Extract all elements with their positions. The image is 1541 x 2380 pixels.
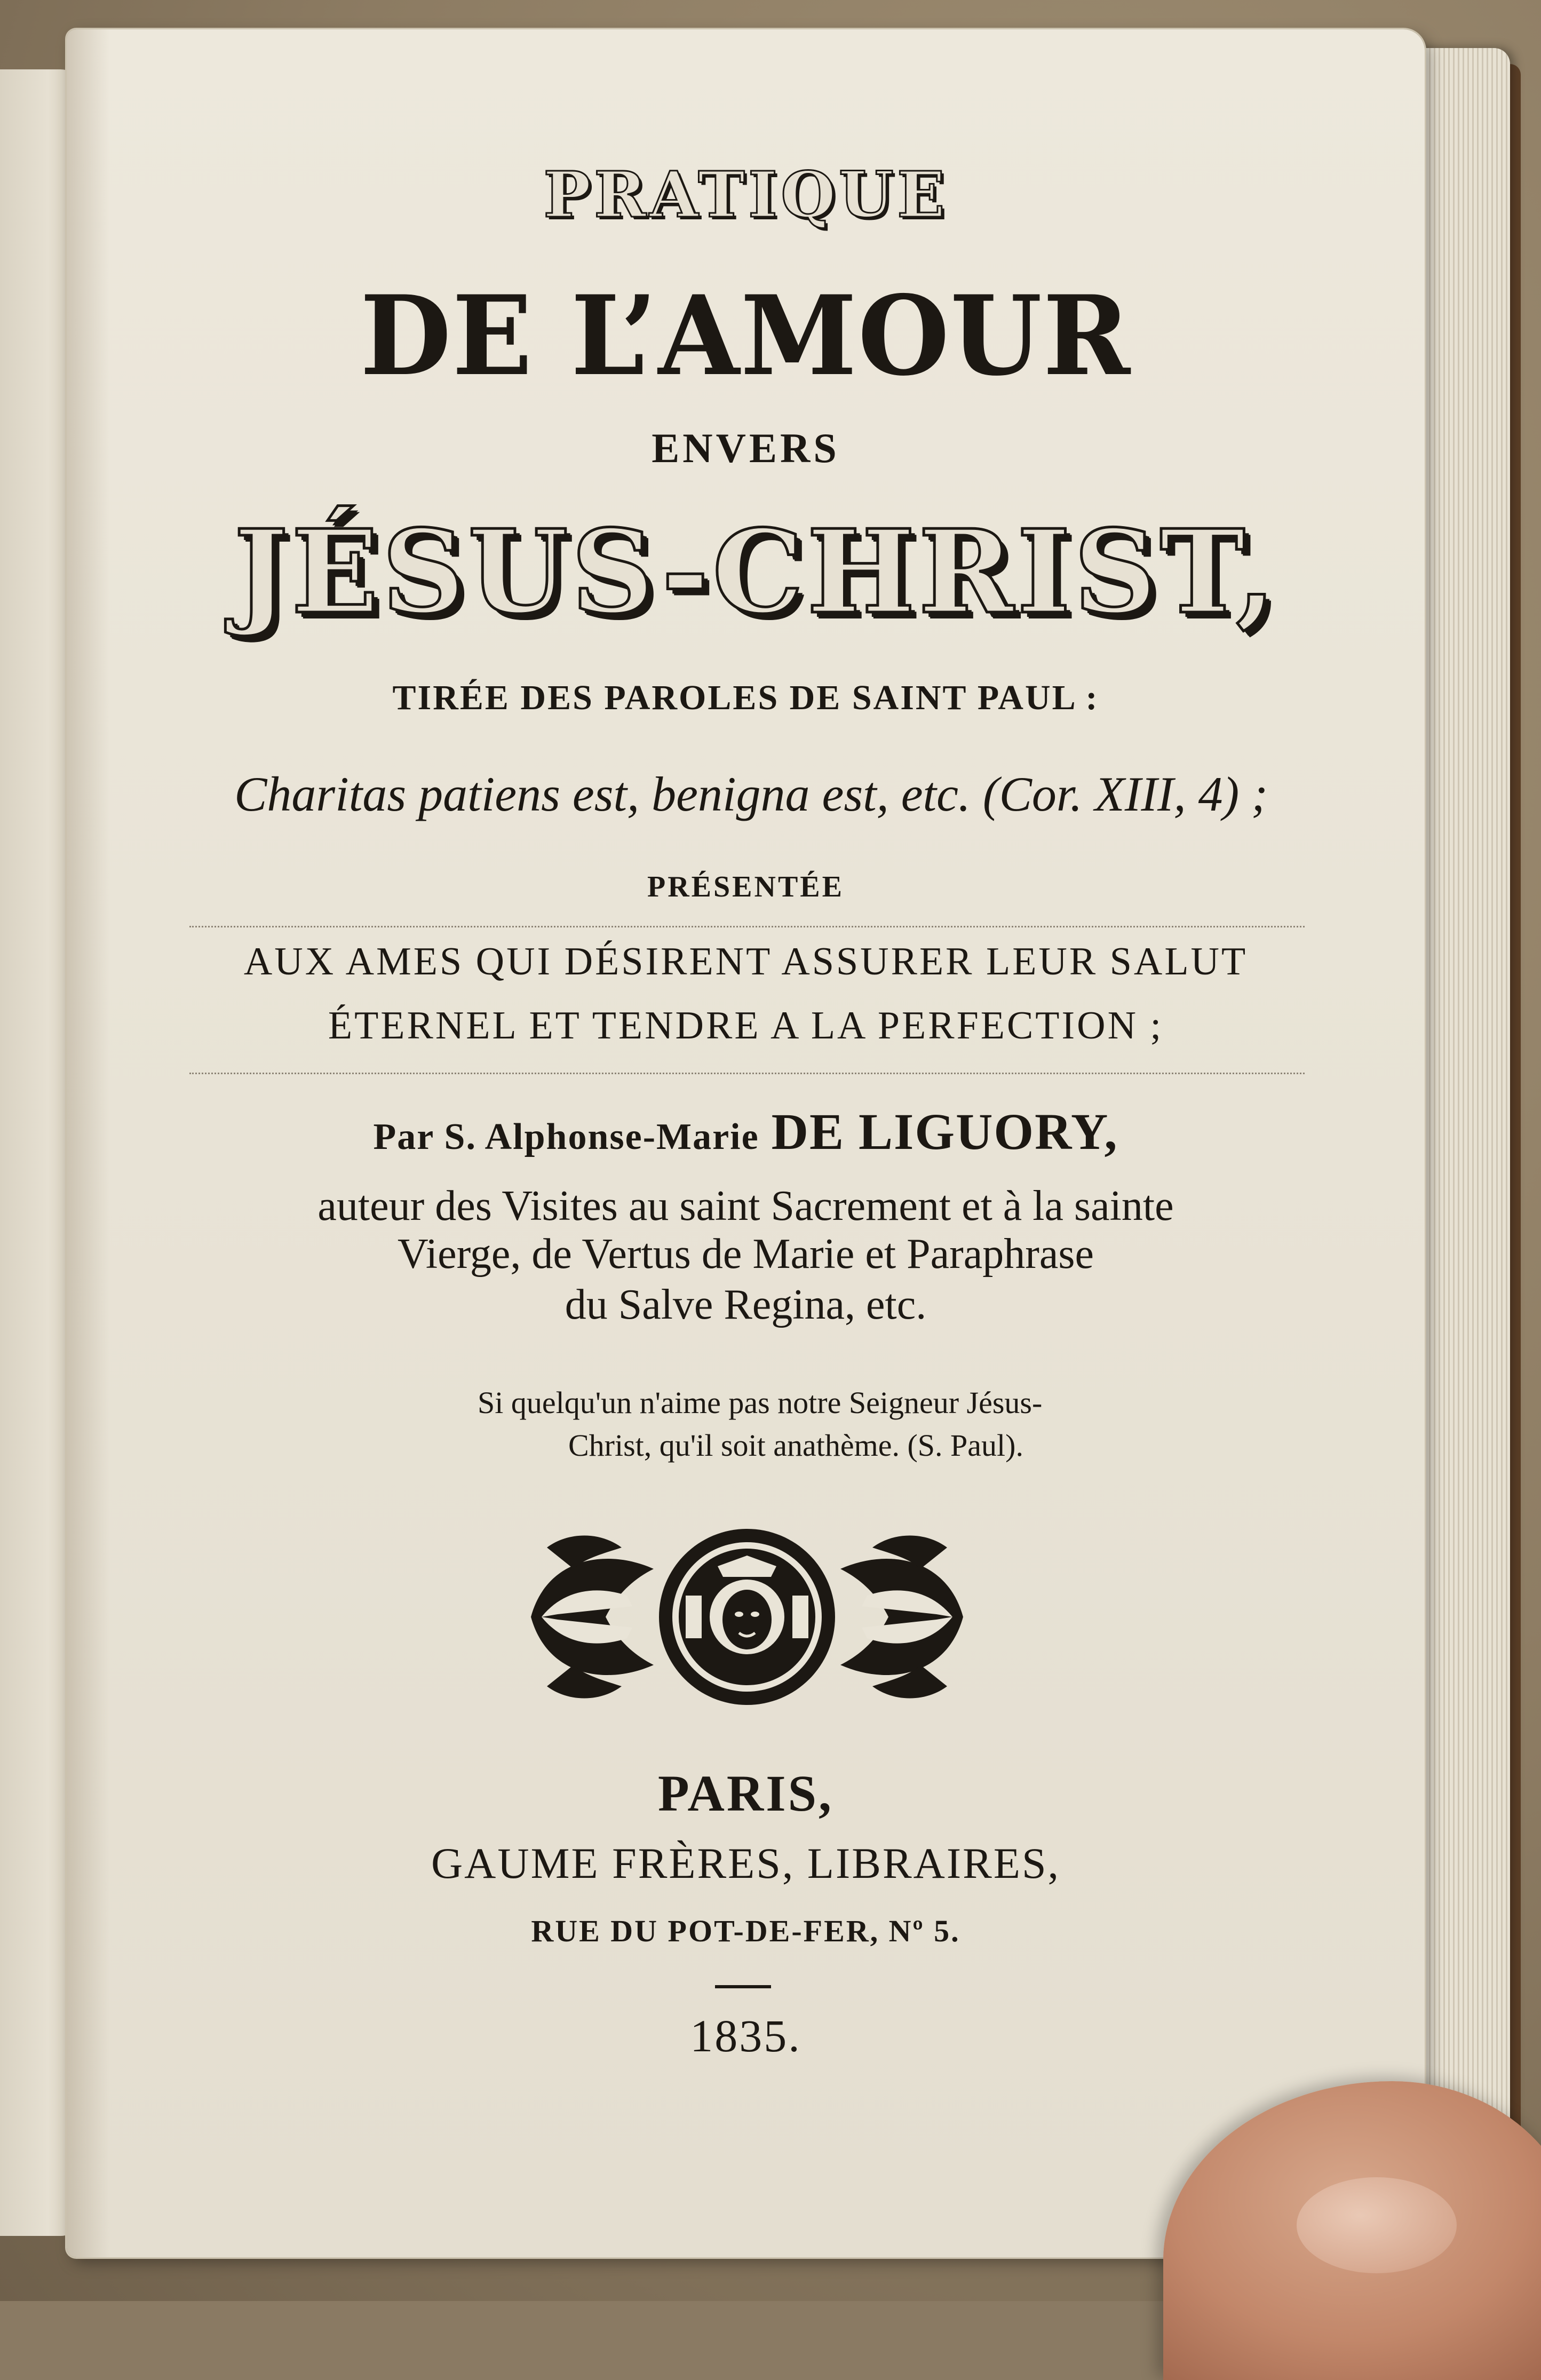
title-page [67, 29, 1425, 2257]
title-pratique: PRATIQUE [543, 157, 948, 232]
imprint-city: PARIS, [658, 1765, 833, 1822]
author-description-3: du Salve Regina, etc. [565, 1281, 927, 1328]
title-envers: ENVERS [652, 425, 840, 471]
author-name: DE LIGUORY, [771, 1103, 1118, 1160]
printers-ornament-icon [526, 1526, 968, 1708]
imprint-publisher: GAUME FRÈRES, LIBRAIRES, [431, 1839, 1061, 1887]
imprint-year: 1835. [690, 2010, 801, 2061]
author-prefix: Par S. Alphonse-Marie [373, 1116, 759, 1157]
dedication-line-2: ÉTERNEL ET TENDRE A LA PERFECTION ; [328, 1004, 1164, 1048]
epigraph-line-1: Si quelqu'un n'aime pas notre Seigneur Jésus- [478, 1385, 1043, 1420]
epigraph-line-2: Christ, qu'il soit anathème. (S. Paul). [568, 1428, 1023, 1463]
title-de-l-amour: DE L’AMOUR [360, 272, 1132, 400]
imprint-address: RUE DU POT-DE-FER, Nº 5. [531, 1914, 960, 1948]
thumbnail-highlight [1297, 2177, 1457, 2273]
subtitle-tiree: TIRÉE DES PAROLES DE SAINT PAUL : [392, 678, 1099, 717]
imprint-dash [715, 1985, 771, 1988]
author-description-2: Vierge, de Vertus de Marie et Paraphrase [397, 1231, 1094, 1278]
dedication-line-1: AUX AMES QUI DÉSIRENT ASSURER LEUR SALUT [243, 940, 1248, 983]
latin-quotation: Charitas patiens est, benigna est, etc. (Cor. XIII, 4) ; [234, 767, 1268, 821]
dotted-rule-top [189, 926, 1305, 927]
dotted-rule-bottom [189, 1073, 1305, 1074]
author-line [67, 1102, 1425, 1161]
subtitle-presentee: PRÉSENTÉE [647, 870, 844, 903]
author-description-1: auteur des Visites au saint Sacrement et à la sainte [317, 1183, 1174, 1229]
title-jesus-christ: JÉSUS-CHRIST, [234, 504, 1279, 639]
